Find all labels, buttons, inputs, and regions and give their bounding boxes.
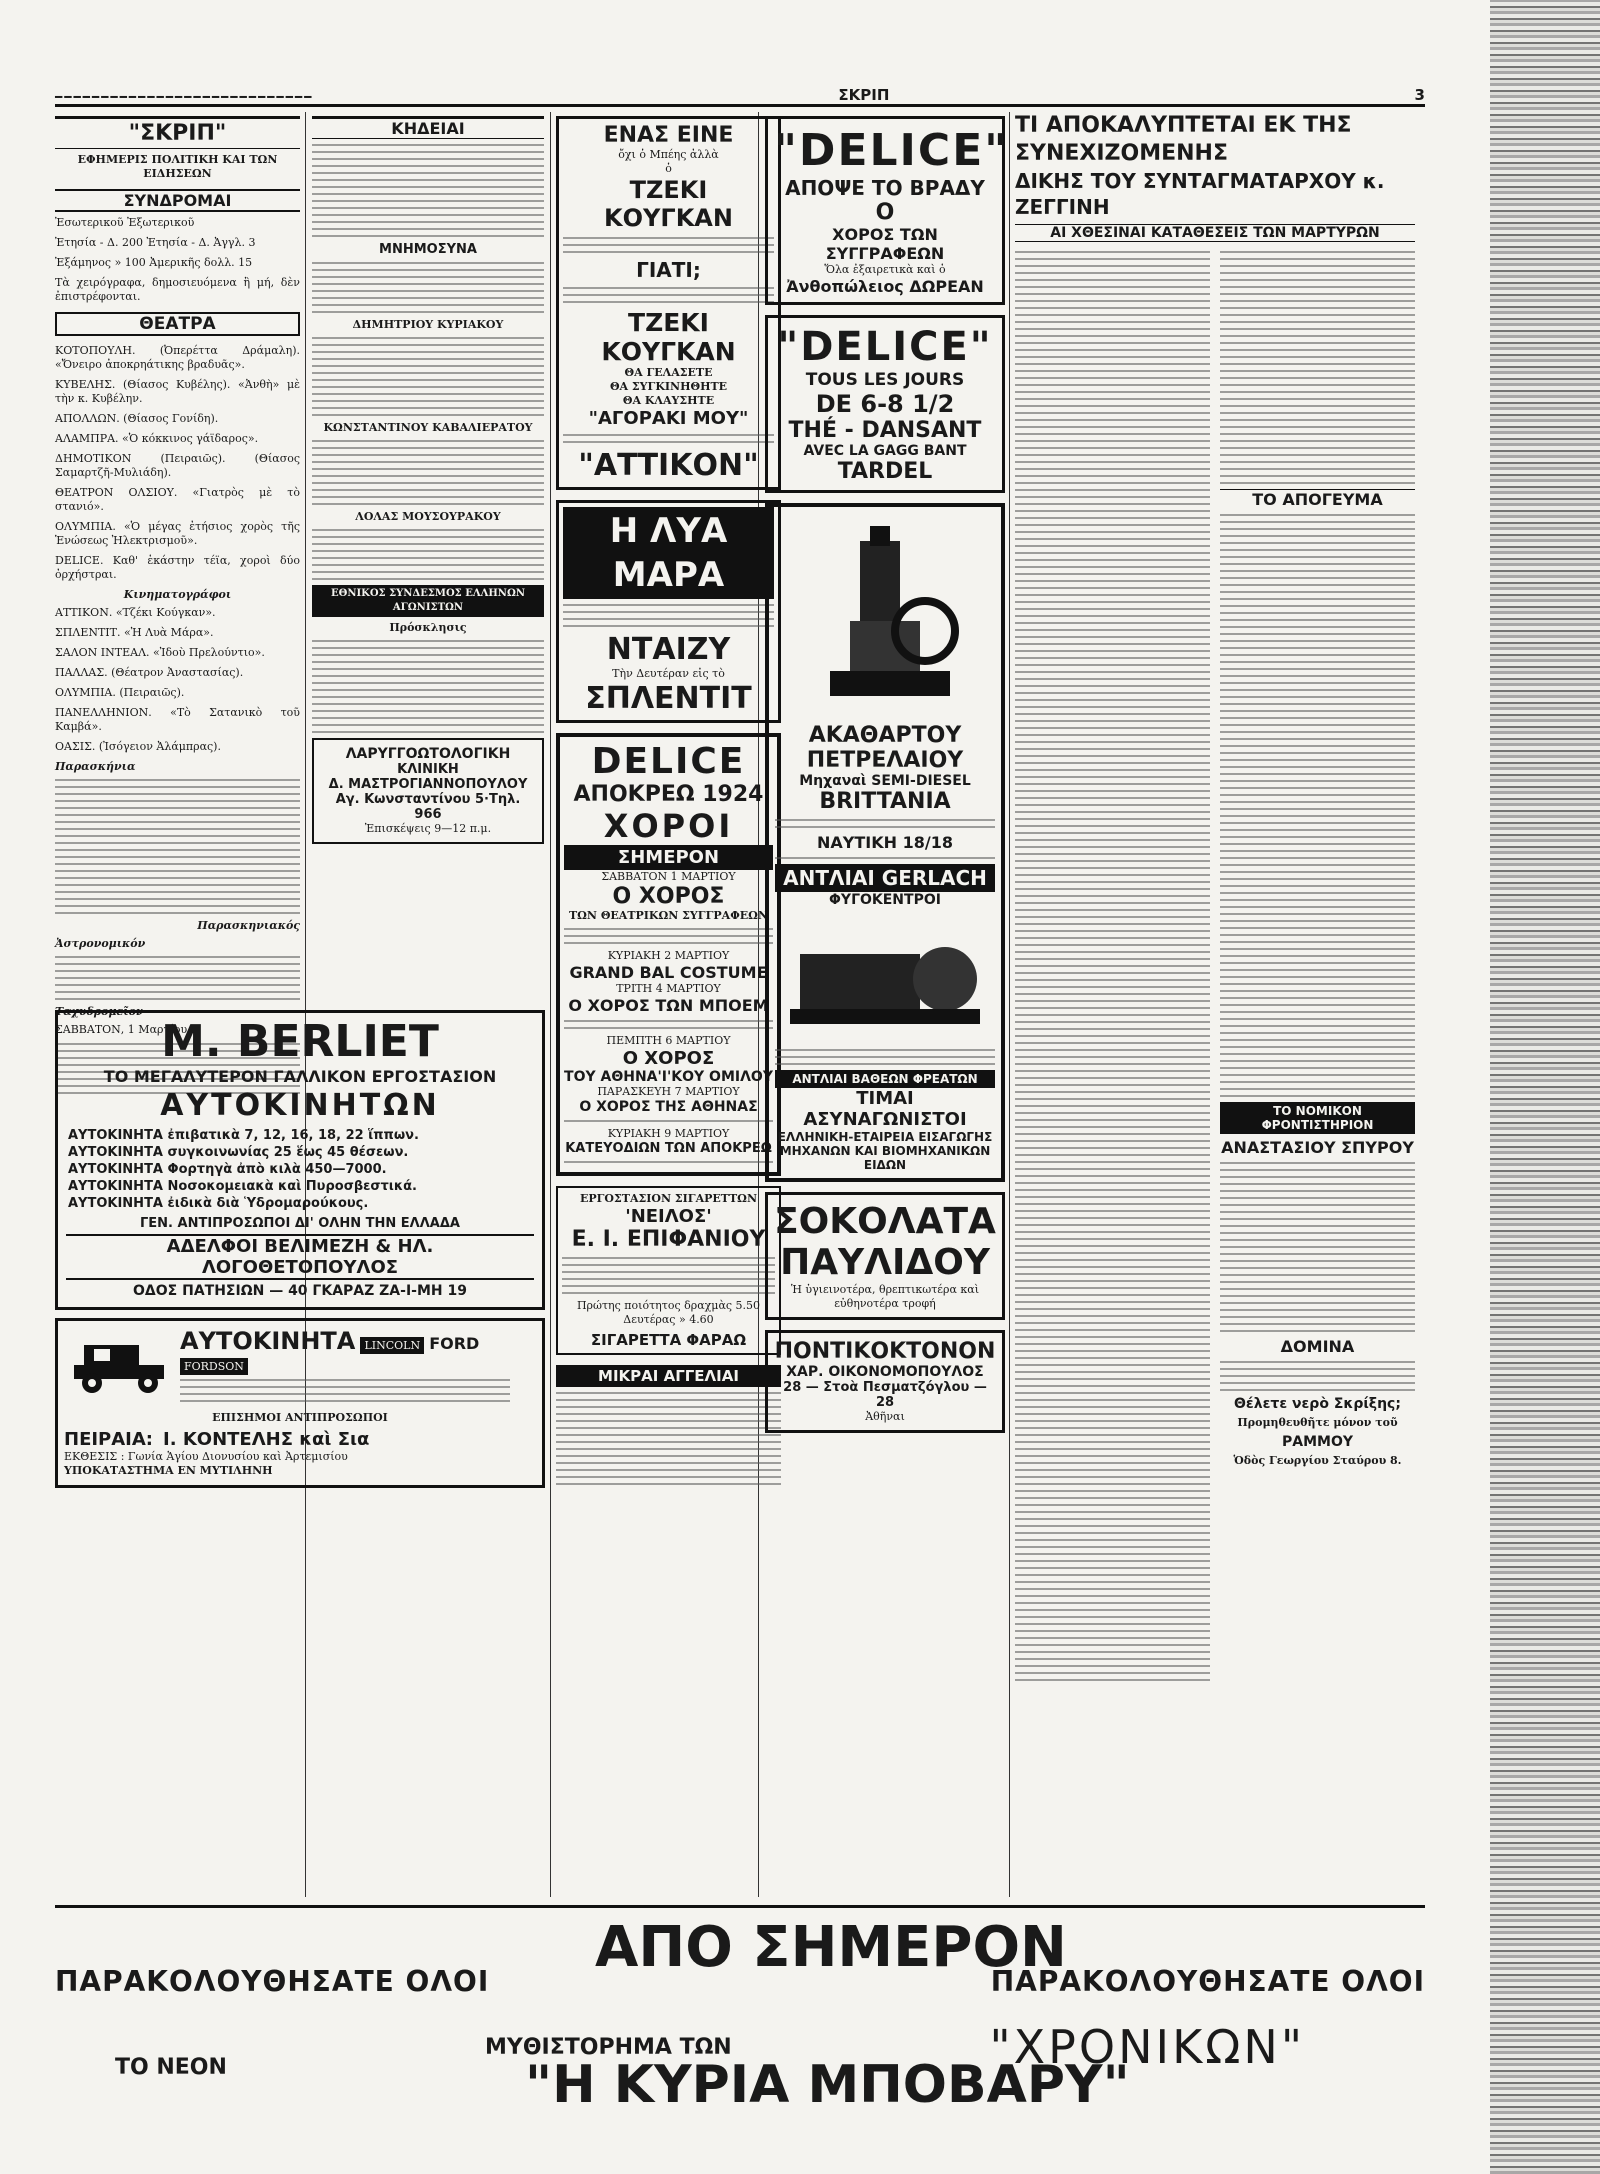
- text-block: [562, 1257, 775, 1294]
- berliet-agents: ΓΕΝ. ΑΝΤΙΠΡΟΣΩΠΟΙ ΔΙ' ΟΛΗΝ ΤΗΝ ΕΛΛΑΔΑ: [140, 1216, 460, 1231]
- cars-branch: ΥΠΟΚΑΤΑΣΤΗΜΑ ΕΝ ΜΥΤΙΛΗΝΗ: [64, 1464, 273, 1477]
- banner-chronicles: "ΧΡΟΝΙΚΩΝ": [989, 2020, 1305, 2074]
- cars-dealer: Ι. ΚΟΝΤΕΛΗΣ καὶ Σια: [163, 1429, 370, 1450]
- ad-line: ΠΑΡΑΣΚΕΥΗ 7 ΜΑΡΤΙΟΥ: [597, 1085, 740, 1098]
- domina-heading: ΔΟΜΙΝΑ: [1280, 1337, 1355, 1356]
- text-block: [1220, 1361, 1415, 1391]
- subscriptions-note: Τὰ χειρόγραφα, δημοσιευόμενα ἢ μή, δὲν ἐπιστρέφονται.: [55, 276, 300, 303]
- water-ad-line: Ὁδὸς Γεωργίου Σταύρου 8.: [1233, 1454, 1402, 1467]
- text-block: [556, 1392, 781, 1485]
- text-block: [775, 819, 995, 828]
- ad-line: ΕΝΑΣ ΕΙΝΕ: [603, 123, 734, 148]
- text-block: [564, 1120, 773, 1122]
- berliet-address: ΟΔΟΣ ΠΑΤΗΣΙΩΝ — 40 ΓΚΑΡΑΖ ΖΑ-Ι-ΜΗ 19: [133, 1283, 467, 1299]
- ad-line: ΠΟΝΤΙΚΟΚΤΟΝΟΝ: [774, 1339, 996, 1364]
- berliet-company: ΑΔΕΛΦΟΙ ΒΕΛΙΜΕΖΗ & ΗΛ. ΛΟΓΟΘΕΤΟΠΟΥΛΟΣ: [66, 1234, 534, 1280]
- ad-line: TOUS LES JOURS: [805, 370, 965, 390]
- text-block: [312, 440, 544, 505]
- cars-city: ΠΕΙΡΑΙΑ:: [64, 1429, 154, 1450]
- text-block: [180, 1379, 510, 1402]
- text-block: [564, 1161, 773, 1163]
- paper-subtitle: ΕΦΗΜΕΡΙΣ ΠΟΛΙΤΙΚΗ ΚΑΙ ΤΩΝ ΕΙΔΗΣΕΩΝ: [77, 153, 278, 180]
- page-number: 3: [1414, 86, 1425, 104]
- ad-line: ΑΠΟΨΕ ΤΟ ΒΡΑΔΥ: [785, 176, 985, 200]
- ad-line: ΣΟΚΟΛΑΤΑ: [774, 1201, 996, 1242]
- text-block: [55, 956, 300, 1000]
- ad-line: Μηχαναὶ SEMI-DIESEL: [799, 773, 971, 789]
- text-block: [775, 857, 995, 859]
- column-rule: [1009, 112, 1010, 1897]
- list-item: ΚΟΤΟΠΟΥΛΗ. (Ὀπερέττα Δράμαλη). «Ὄνειρο ἀποκρηάτικης βραδυᾶς».: [55, 344, 300, 371]
- car-illustration-icon: [64, 1337, 174, 1397]
- list-item: ΣΠΛΕΝΤΙΤ. «Ἡ Λυὰ Μάρα».: [55, 626, 214, 639]
- ad-line: Ε. Ι. ΕΠΙΦΑΝΙΟΥ: [571, 1227, 766, 1252]
- ad-line: Ο ΧΟΡΟΣ ΤΗΣ ΑΘΗΝΑΣ: [579, 1099, 758, 1115]
- text-block: [563, 604, 774, 627]
- ad-line: 28 — Στοὰ Πεσματζόγλου — 28: [783, 1380, 987, 1410]
- subscriptions-heading: ΣΥΝΔΡΟΜΑΙ: [55, 189, 300, 212]
- ad-line: ΣΙΓΑΡΕΤΤΑ ΦΑΡΑΩ: [590, 1331, 747, 1349]
- delice-carnival-ad: [556, 733, 781, 1176]
- ad-line: GRAND BAL COSTUME: [569, 963, 768, 982]
- water-ad-line: Προμηθευθῆτε μόνον τοῦ: [1237, 1416, 1398, 1429]
- scan-edge: [1490, 0, 1600, 2174]
- ad-line: ΓΙΑΤΙ;: [636, 258, 701, 282]
- ad-line: ΤΩΝ ΘΕΑΤΡΙΚΩΝ ΣΥΓΓΡΑΦΕΩΝ: [568, 909, 769, 922]
- text-block: [55, 779, 300, 914]
- ad-line: ΤΙΜΑΙ ΑΣΥΝΑΓΩΝΙΣΤΟΙ: [803, 1088, 967, 1130]
- cars-reps: ΕΠΙΣΗΜΟΙ ΑΝΤΙΠΡΟΣΩΠΟΙ: [212, 1411, 388, 1424]
- list-item: ΟΛΥΜΠΙΑ. (Πειραιῶς).: [55, 686, 185, 699]
- banner-from-today: ΑΠΟ ΣΗΜΕΡΟΝ: [595, 1915, 1067, 1980]
- ad-line: ΝΤΑΙΖΥ: [606, 632, 731, 667]
- brand-lincoln: LINCOLN: [360, 1337, 424, 1354]
- article-headline: ΤΙ ΑΠΟΚΑΛΥΠΤΕΤΑΙ ΕΚ ΤΗΣ ΣΥΝΕΧΙΖΟΜΕΝΗΣ: [1015, 113, 1352, 166]
- rat-poison-ad: [765, 1330, 1005, 1433]
- ad-line: Τὴν Δευτέραν εἰς τὸ: [612, 667, 725, 680]
- list-item: ΣΑΛΟΝ ΙΝΤΕΑΛ. «Ἰδοὺ Πρελούντιο».: [55, 646, 265, 659]
- clinic-line: ΛΑΡΥΓΓΟΩΤΟΛΟΓΙΚΗ: [345, 746, 511, 762]
- ad-line: Ἀνθοπώλειος ΔΩΡΕΑΝ: [786, 277, 984, 296]
- ad-line: "ΑΓΟΡΑΚΙ ΜΟΥ": [588, 408, 749, 429]
- ad-line: 'ΝΕΙΛΟΣ': [625, 1206, 712, 1227]
- ad-line: ΑΝΤΛΙΑΙ GERLACH: [775, 864, 995, 892]
- column-2: [312, 112, 544, 1012]
- ad-line: ΠΕΜΠΤΗ 6 ΜΑΡΤΙΟΥ: [606, 1034, 731, 1047]
- clinic-line: ΚΛΙΝΙΚΗ: [397, 762, 459, 777]
- engine-illustration-icon: [810, 521, 960, 711]
- text-block: [1015, 246, 1210, 1686]
- banner-follow-right: ΠΑΡΑΚΟΛΟΥΘΗΣΑΤΕ ΟΛΟΙ: [990, 1965, 1425, 1998]
- masthead-title: ΣΚΡΙΠ: [838, 86, 890, 104]
- article-deck: ΑΙ ΧΘΕΣΙΝΑΙ ΚΑΤΑΘΕΣΕΙΣ ΤΩΝ ΜΑΡΤΥΡΩΝ: [1015, 224, 1415, 242]
- column-4: [765, 112, 1010, 1892]
- ad-line: ΧΟΡΟΙ: [603, 807, 734, 845]
- ad-line: ΘΑ ΣΥΓΚΙΝΗΘΗΤΕ: [609, 380, 728, 393]
- subscriptions-line: Ἐτησία - Δ. 200 Ἐτησία - Δ. Ἀγγλ. 3: [55, 236, 256, 249]
- memorial-name: ΛΟΛΑΣ ΜΟΥΣΟΥΡΑΚΟΥ: [355, 510, 501, 523]
- price-line: Δευτέρας » 4.60: [623, 1313, 714, 1326]
- ad-line: ΝΑΥΤΙΚΗ 18/18: [817, 833, 953, 852]
- column-3: [556, 112, 781, 1892]
- list-item: ΠΑΛΛΑΣ. (Θέατρον Ἀναστασίας).: [55, 666, 244, 679]
- water-ad-line: Θέλετε νερὸ Σκρίξης;: [1234, 1396, 1401, 1412]
- ad-line: ΤΟΥ ΑΘΗΝΑ'Ι'ΚΟΥ ΟΜΙΛΟΥ: [564, 1069, 773, 1085]
- theatre-list: [55, 344, 300, 582]
- text-block: [563, 434, 774, 443]
- banner-rule: [55, 1905, 1425, 1908]
- ad-line: Ο ΧΟΡΟΣ ΤΩΝ ΜΠΟΕΜ: [568, 996, 769, 1015]
- subscriptions-line: Ἐξάμηνος » 100 Ἀμερικῆς δολλ. 15: [55, 256, 253, 269]
- ad-line: ΘΑ ΓΕΛΑΣΕΤΕ: [624, 366, 713, 379]
- ad-line: ὁ: [665, 162, 672, 175]
- text-block: [1220, 251, 1415, 484]
- clinic-ad: [312, 738, 544, 844]
- ad-line: ὄχι ὁ Μπέης ἀλλὰ: [618, 148, 719, 161]
- ad-line: ΣΗΜΕΡΟΝ: [564, 845, 773, 870]
- ad-line: "ΑΤΤΙΚΟΝ": [578, 448, 759, 483]
- ad-line: ΤΡΙΤΗ 4 ΜΑΡΤΙΟΥ: [616, 982, 721, 995]
- school-heading: ΤΟ ΝΟΜΙΚΟΝ ΦΡΟΝΤΙΣΤΗΡΙΟΝ: [1220, 1102, 1415, 1134]
- cars-showroom: ΕΚΘΕΣΙΣ : Γωνία Ἁγίου Διονυσίου καὶ Ἀρτεμισίου: [64, 1450, 348, 1463]
- ad-line: ΤΖΕΚΙ ΚΟΥΓΚΑΝ: [604, 176, 733, 232]
- text-block: [564, 1020, 773, 1029]
- berliet-row: ΑΥΤΟΚΙΝΗΤΑ Φορτηγὰ ἀπὸ κιλὰ 450—7000.: [68, 1162, 387, 1177]
- cinema-heading: Κινηματογράφοι: [123, 588, 232, 601]
- price-line: Πρώτης ποιότητος δραχμὰς 5.50: [576, 1299, 761, 1312]
- ad-line: ΑΚΑΘΑΡΤΟΥ: [808, 723, 962, 748]
- cigarette-ad: [556, 1186, 781, 1355]
- memorial-name: ΚΩΝΣΤΑΝΤΙΝΟΥ ΚΑΒΑΛΙΕΡΑΤΟΥ: [323, 421, 533, 434]
- ad-line: ΠΕΤΡΕΛΑΙΟΥ: [806, 748, 964, 773]
- ad-line: AVEC LA GAGG BANT: [803, 443, 967, 459]
- berliet-title: Μ. BERLIET: [161, 1016, 439, 1067]
- ad-line: DELICE: [591, 741, 746, 782]
- memorial-heading: ΜΝΗΜΟΣΥΝΑ: [379, 242, 477, 257]
- ad-line: ΑΝΤΛΙΑΙ ΒΑΘΕΩΝ ΦΡΕΑΤΩΝ: [775, 1070, 995, 1088]
- berliet-product: ΑΥΤΟΚΙΝΗΤΩΝ: [160, 1088, 440, 1123]
- ad-line: ΚΥΡΙΑΚΗ 2 ΜΑΡΤΙΟΥ: [607, 949, 730, 962]
- clinic-line: Δ. ΜΑΣΤΡΟΓΙΑΝΝΟΠΟΥΛΟΥ: [328, 777, 528, 792]
- masthead-ornament-left: ━━━━━━━━━━━━━━━━━━━━━━━━━━━━: [55, 90, 314, 104]
- ad-line: THÉ - DANSANT: [788, 418, 982, 443]
- banner-title: "Η ΚΥΡΙΑ ΜΠΟΒΑΡΥ": [525, 2055, 1130, 2115]
- bottom-banner: [55, 1905, 1425, 2080]
- engines-ad: [765, 503, 1005, 1182]
- column-rule: [550, 112, 551, 1897]
- ad-line: Ο ΧΟΡΟΣ: [612, 884, 725, 909]
- text-block: [564, 928, 773, 944]
- masthead: [55, 82, 1425, 107]
- clinic-address: Αγ. Κωνσταντίνου 5·Τηλ. 966: [335, 792, 521, 822]
- delice-dansant-ad: [765, 315, 1005, 493]
- chocolate-ad: [765, 1192, 1005, 1320]
- column-5: [1015, 112, 1415, 1892]
- section-heading: Ταχυδρομεῖον: [55, 1005, 144, 1018]
- ad-line: Ἡ ὑγιεινοτέρα, θρεπτικωτέρα καὶ εὐθηνοτέρα τροφή: [790, 1283, 980, 1310]
- cars-ad: [55, 1318, 545, 1488]
- berliet-row: ΑΥΤΟΚΙΝΗΤΑ συγκοινωνίας 25 ἕως 45 θέσεων.: [68, 1145, 409, 1160]
- ad-line: ΚΑΤΕΥΟΔΙΩΝ ΤΩΝ ΑΠΟΚΡΕΩ: [565, 1141, 772, 1156]
- ad-line: ΦΥΓΟΚΕΝΤΡΟΙ: [829, 892, 941, 908]
- text-block: [1220, 1162, 1415, 1332]
- list-item: ΠΑΝΕΛΛΗΝΙΟΝ. «Τὸ Σατανικὸ τοῦ Καμβά».: [55, 706, 300, 733]
- article-right-column: [1220, 246, 1415, 1686]
- berliet-row: ΑΥΤΟΚΙΝΗΤΑ ἐιδικὰ διὰ Ὑδρομαρούκους.: [68, 1196, 369, 1211]
- berliet-row: ΑΥΤΟΚΙΝΗΤΑ ἐπιβατικὰ 7, 12, 16, 18, 22 ἵππων.: [68, 1128, 419, 1143]
- subscriptions-line: Ἐσωτερικοῦ Ἐξωτερικοῦ: [55, 216, 195, 229]
- berliet-ad: [55, 1010, 545, 1310]
- list-item: ΑΛΑΜΠΡΑ. «Ὁ κόκκινος γάϊδαρος».: [55, 432, 259, 445]
- memorial-name: ΔΗΜΗΤΡΙΟΥ ΚΥΡΙΑΚΟΥ: [352, 318, 504, 331]
- list-item: ΔΗΜΟΤΙΚΟΝ (Πειραιῶς). (Θίασος Σαμαρτζῆ-Μυλιάδη).: [55, 452, 300, 479]
- deaths-heading: ΚΗΔΕΙΑΙ: [312, 116, 544, 139]
- list-item: DELICE. Καθ' ἑκάστην τέϊα, χοροὶ δύο ὀρχήστραι.: [55, 554, 300, 581]
- brand-fordson: FORDSON: [180, 1358, 248, 1375]
- mail-day: ΣΑΒΒΑΤΟΝ, 1 Μαρτίου.: [55, 1023, 191, 1036]
- cars-heading: ΑΥΤΟΚΙΝΗΤΑ: [180, 1327, 356, 1355]
- ad-line: ΧΟΡΟΣ ΤΩΝ ΣΥΓΓΡΑΦΕΩΝ: [825, 225, 945, 263]
- ad-line: ΑΠΟΚΡΕΩ 1924: [573, 782, 764, 807]
- ad-line: Ὅλα ἐξαιρετικὰ καὶ ὁ: [824, 263, 946, 276]
- berliet-row: ΑΥΤΟΚΙΝΗΤΑ Νοσοκομειακὰ καὶ Πυροσβεστικά.: [68, 1179, 417, 1194]
- article-headline-2: ΔΙΚΗΣ ΤΟΥ ΣΥΝΤΑΓΜΑΤΑΡΧΟΥ κ. ΖΕΓΓΙΝΗ: [1015, 169, 1385, 219]
- text-block: [1220, 514, 1415, 1097]
- text-block: [563, 287, 774, 303]
- list-item: ΟΑΣΙΣ. (Ἰσόγειον Ἀλάμπρας).: [55, 740, 221, 753]
- ad-line: BRITTANIA: [819, 789, 951, 814]
- notes-heading: Παρασκήνια: [55, 760, 136, 773]
- ad-line: TARDEL: [837, 459, 933, 484]
- banner-novel: ΜΥΘΙΣΤΟΡΗΜΑ ΤΩΝ: [485, 2035, 732, 2060]
- list-item: ΟΛΥΜΠΙΑ. «Ὁ μέγας ἐτήσιος χορὸς τῆς Ἑνώσεως Ἠλεκτρισμοῦ».: [55, 520, 300, 547]
- ad-line: ΕΛΛΗΝΙΚΗ-ΕΤΑΙΡΕΙΑ ΕΙΣΑΓΩΓΗΣ ΜΗΧΑΝΩΝ ΚΑΙ ΒΙΟΜΗΧΑΝΙΚΩΝ ΕΙΔΩΝ: [777, 1130, 993, 1172]
- delice-authors-ad: [765, 116, 1010, 305]
- brand-ford: FORD: [429, 1334, 480, 1353]
- union-heading: ΕΘΝΙΚΟΣ ΣΥΝΔΕΣΜΟΣ ΕΛΛΗΝΩΝ ΑΓΩΝΙΣΤΩΝ: [312, 585, 544, 617]
- section-heading: Παρασκηνιακός: [197, 919, 300, 932]
- list-item: ΚΥΒΕΛΗΣ. (Θίασος Κυβέλης). «Ἀνθὴ» μὲ τὴν κ. Κυβέλην.: [55, 378, 300, 405]
- ad-line: ΠΑΥΛΙΔΟΥ: [780, 1242, 990, 1283]
- jackie-coogan-ad: [556, 116, 781, 490]
- ad-line: ΣΠΛΕΝΤΙΤ: [585, 681, 752, 716]
- text-block: [312, 337, 544, 416]
- berliet-subtitle: ΤΟ ΜΕΓΑΛΥΤΕΡΟΝ ΓΑΛΛΙΚΟΝ ΕΡΓΟΣΤΑΣΙΟΝ: [103, 1067, 497, 1086]
- evening-heading: ΤΟ ΑΠΟΓΕΥΜΑ: [1220, 489, 1415, 509]
- ad-line: DE 6-8 1/2: [815, 390, 955, 418]
- ad-line: Ἀθῆναι: [865, 1410, 905, 1423]
- ad-line: ΣΑΒΒΑΤΟΝ 1 ΜΑΡΤΙΟΥ: [601, 870, 736, 883]
- text-block: [563, 237, 774, 253]
- ad-line: ΚΥΡΙΑΚΗ 9 ΜΑΡΤΙΟΥ: [607, 1127, 730, 1140]
- union-subheading: Πρόσκλησις: [389, 621, 467, 634]
- text-block: [312, 262, 544, 313]
- classifieds-heading: ΜΙΚΡΑΙ ΑΓΓΕΛΙΑΙ: [556, 1365, 781, 1387]
- column-1: [55, 112, 300, 1036]
- text-block: [312, 144, 544, 237]
- ad-line: ΘΑ ΚΛΑΥΣΗΤΕ: [622, 394, 715, 407]
- text-block: [312, 640, 544, 733]
- section-heading: Ἀστρονομικόν: [55, 937, 146, 950]
- list-item: ΑΤΤΙΚΟΝ. «Τζέκι Κούγκαν».: [55, 606, 216, 619]
- banner-new: ΤΟ ΝΕΟΝ: [115, 2055, 227, 2080]
- ad-line: Η ΛΥΑ ΜΑΡΑ: [563, 507, 774, 599]
- ad-line: ΧΑΡ. ΟΙΚΟΝΟΜΟΠΟΥΛΟΣ: [786, 1364, 984, 1380]
- text-block: [775, 1049, 995, 1065]
- ad-line: ΤΖΕΚΙ ΚΟΥΓΚΑΝ: [601, 308, 736, 366]
- article-body: [1015, 246, 1415, 1686]
- ad-line: ΕΡΓΟΣΤΑΣΙΟΝ ΣΙΓΑΡΕΤΤΩΝ: [579, 1192, 758, 1205]
- list-item: ΘΕΑΤΡΟΝ ΟΛΣΙΟΥ. «Γιατρὸς μὲ τὸ στανιό».: [55, 486, 300, 513]
- list-item: ΑΠΟΛΛΩΝ. (Θίασος Γονίδη).: [55, 412, 219, 425]
- water-ad-line: ΡΑΜΜΟΥ: [1282, 1434, 1353, 1450]
- text-block: [312, 529, 544, 580]
- banner-follow-left: ΠΑΡΑΚΟΛΟΥΘΗΣΑΤΕ ΟΛΟΙ: [55, 1965, 490, 1998]
- paper-title: "ΣΚΡΙΠ": [55, 116, 300, 149]
- clinic-hours: Ἐπισκέψεις 9—12 π.μ.: [364, 822, 492, 835]
- ad-line: Ο: [875, 200, 895, 225]
- column-rule: [305, 112, 306, 1897]
- lya-mara-ad: [556, 500, 781, 723]
- ad-line: "DELICE": [777, 324, 993, 370]
- ad-line: Ο ΧΟΡΟΣ: [622, 1048, 715, 1069]
- theatres-heading: ΘΕΑΤΡΑ: [55, 312, 300, 336]
- cinema-list: [55, 606, 300, 754]
- school-name: ΑΝΑΣΤΑΣΙΟΥ ΣΠΥΡΟΥ: [1221, 1138, 1414, 1157]
- pump-illustration-icon: [780, 914, 990, 1034]
- berliet-rows: [58, 1127, 542, 1212]
- ad-line: "DELICE": [774, 125, 1010, 176]
